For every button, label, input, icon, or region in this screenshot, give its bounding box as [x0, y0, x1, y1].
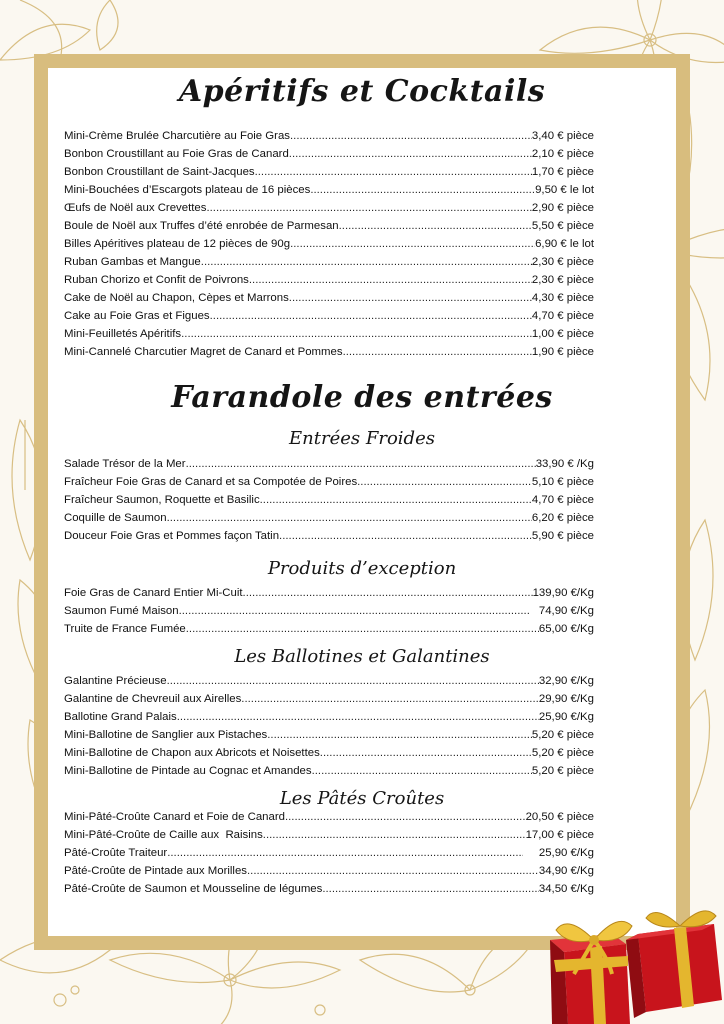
menu-item — [64, 862, 594, 880]
leader-dots — [312, 762, 532, 780]
item-price: 1,00 € pièce — [531, 328, 594, 340]
menu-item — [64, 527, 594, 545]
item-name: Galantine Précieuse — [64, 675, 167, 687]
item-name: Boule de Noël aux Truffes d’été enrobée de Parmesan — [64, 220, 339, 232]
item-name: Douceur Foie Gras et Pommes façon Tatin — [64, 530, 280, 542]
item-price: 29,90 €/Kg — [538, 693, 594, 705]
item-name: Mini-Ballotine de Sanglier aux Pistaches — [64, 729, 268, 741]
pates-croutes-title: Les Pâtés Croûtes — [279, 788, 445, 809]
item-name: Mini-Bouchées d’Escargots plateau de 16 pièces — [64, 184, 311, 196]
item-price: 4,70 € pièce — [531, 310, 594, 322]
menu-item — [64, 343, 594, 361]
ballotines-title: Les Ballotines et Galantines — [234, 646, 490, 667]
leader-dots — [247, 862, 539, 880]
item-price: 34,50 €/Kg — [538, 883, 594, 895]
leader-dots — [290, 235, 535, 253]
menu-item — [64, 145, 594, 163]
item-name: Bonbon Croustillant au Foie Gras de Canard — [64, 148, 289, 160]
item-name: Truite de France Fumée — [64, 623, 186, 635]
item-name: Pâté-Croûte Traiteur — [64, 847, 168, 859]
menu-item — [64, 690, 594, 708]
menu-item — [64, 620, 594, 638]
leader-dots — [267, 726, 532, 744]
menu-item — [64, 509, 594, 527]
menu-item — [64, 672, 594, 690]
item-price: 5,10 € pièce — [531, 476, 594, 488]
item-price: 33,90 € /Kg — [535, 458, 594, 470]
item-price: 5,20 € pièce — [531, 729, 594, 741]
leader-dots — [249, 271, 532, 289]
leader-dots — [322, 880, 539, 898]
menu-item — [64, 235, 594, 253]
entrees-froides-title: Entrées Froides — [289, 428, 435, 449]
menu-item — [64, 584, 594, 602]
item-price: 6,20 € pièce — [531, 512, 594, 524]
item-price: 20,50 € pièce — [525, 811, 594, 823]
leader-dots — [167, 509, 532, 527]
menu-item — [64, 844, 594, 862]
item-price: 139,90 €/Kg — [532, 587, 594, 599]
leader-dots — [339, 217, 532, 235]
menu-item — [64, 307, 594, 325]
item-price: 5,90 € pièce — [531, 530, 594, 542]
item-name: Coquille de Saumon — [64, 512, 167, 524]
leader-dots — [290, 127, 532, 145]
menu-item — [64, 826, 594, 844]
menu-item — [64, 473, 594, 491]
leader-dots — [260, 491, 532, 509]
item-name: Pâté-Croûte de Pintade aux Morilles — [64, 865, 247, 877]
menu-item — [64, 181, 594, 199]
item-name: Mini-Feuilletés Apéritifs — [64, 328, 182, 340]
menu-item — [64, 491, 594, 509]
menu-item — [64, 289, 594, 307]
leader-dots — [181, 325, 532, 343]
item-price: 25,90 €/Kg — [523, 847, 594, 859]
item-price: 2,30 € pièce — [531, 274, 594, 286]
menu-item — [64, 726, 594, 744]
item-price: 5,20 € pièce — [531, 765, 594, 777]
menu-item — [64, 271, 594, 289]
leader-dots — [167, 672, 539, 690]
menu-item — [64, 762, 594, 780]
item-name: Mini-Pâté-Croûte de Caille aux Raisins — [64, 829, 263, 841]
leader-dots — [357, 473, 532, 491]
item-price: 6,90 € le lot — [535, 238, 594, 250]
item-price: 5,20 € pièce — [531, 747, 594, 759]
item-price: 2,10 € pièce — [531, 148, 594, 160]
item-name: Galantine de Chevreuil aux Airelles — [64, 693, 242, 705]
item-price: 17,00 € pièce — [525, 829, 594, 841]
item-name: Œufs de Noël aux Crevettes — [64, 202, 207, 214]
leader-dots — [186, 455, 536, 473]
menu-item — [64, 163, 594, 181]
leader-dots — [243, 584, 533, 602]
item-name: Ballotine Grand Palais — [64, 711, 177, 723]
leader-dots — [320, 744, 532, 762]
leader-dots — [289, 145, 532, 163]
menu-item — [64, 602, 594, 620]
item-name: Ruban Gambas et Mangue — [64, 256, 201, 268]
leader-dots — [343, 343, 532, 361]
item-name: Cake au Foie Gras et Figues — [64, 310, 210, 322]
item-price: 25,90 €/Kg — [538, 711, 594, 723]
item-name: Foie Gras de Canard Entier Mi-Cuit — [64, 587, 243, 599]
item-price: 34,90 €/Kg — [538, 865, 594, 877]
item-price: 32,90 €/Kg — [538, 675, 594, 687]
menu-item — [64, 744, 594, 762]
item-name: Billes Apéritives plateau de 12 pièces de 90g — [64, 238, 291, 250]
menu-item — [64, 217, 594, 235]
entrees-title: Farandole des entrées — [171, 380, 553, 415]
item-name: Mini-Cannelé Charcutier Magret de Canard et Pommes — [64, 346, 343, 358]
leader-dots — [285, 808, 526, 826]
item-name: Mini-Ballotine de Chapon aux Abricots et Noisettes — [64, 747, 320, 759]
item-price: 65,00 €/Kg — [538, 623, 594, 635]
item-price: 74,90 €/Kg — [529, 605, 594, 617]
item-name: Saumon Fumé Maison — [64, 605, 179, 617]
item-price: 1,70 € pièce — [531, 166, 594, 178]
item-price: 4,70 € pièce — [531, 494, 594, 506]
item-name: Fraîcheur Saumon, Roquette et Basilic — [64, 494, 260, 506]
item-name: Mini-Pâté-Croûte Canard et Foie de Canard — [64, 811, 285, 823]
leader-dots — [206, 199, 531, 217]
item-price: 2,90 € pièce — [531, 202, 594, 214]
leader-dots — [201, 253, 532, 271]
menu-item — [64, 880, 594, 898]
leader-dots — [310, 181, 535, 199]
item-price: 1,90 € pièce — [531, 346, 594, 358]
gift-box-icon — [538, 900, 724, 1024]
leader-dots — [263, 826, 526, 844]
leader-dots — [186, 620, 539, 638]
menu-item — [64, 325, 594, 343]
leader-dots — [177, 708, 539, 726]
item-price: 9,50 € le lot — [535, 184, 594, 196]
menu-item — [64, 708, 594, 726]
item-name: Fraîcheur Foie Gras de Canard et sa Compotée de Poires — [64, 476, 358, 488]
menu-item — [64, 127, 594, 145]
item-price: 2,30 € pièce — [531, 256, 594, 268]
leader-dots — [179, 602, 530, 620]
produits-exception-title: Produits d’exception — [267, 558, 457, 579]
menu-item — [64, 808, 594, 826]
item-name: Bonbon Croustillant de Saint-Jacques — [64, 166, 255, 178]
item-name: Mini-Ballotine de Pintade au Cognac et Amandes — [64, 765, 312, 777]
leader-dots — [210, 307, 532, 325]
leader-dots — [289, 289, 532, 307]
item-price: 4,30 € pièce — [531, 292, 594, 304]
menu-item — [64, 253, 594, 271]
item-price: 3,40 € pièce — [531, 130, 594, 142]
item-name: Pâté-Croûte de Saumon et Mousseline de légumes — [64, 883, 323, 895]
leader-dots — [167, 844, 523, 862]
menu-item — [64, 455, 594, 473]
leader-dots — [279, 527, 532, 545]
item-name: Cake de Noël au Chapon, Cèpes et Marrons — [64, 292, 289, 304]
item-price: 5,50 € pièce — [531, 220, 594, 232]
item-name: Ruban Chorizo et Confit de Poivrons — [64, 274, 249, 286]
aperitifs-title: Apéritifs et Cocktails — [178, 74, 546, 109]
leader-dots — [241, 690, 539, 708]
item-name: Salade Trésor de la Mer — [64, 458, 186, 470]
leader-dots — [255, 163, 532, 181]
item-name: Mini-Crème Brulée Charcutière au Foie Gras — [64, 130, 290, 142]
menu-item — [64, 199, 594, 217]
